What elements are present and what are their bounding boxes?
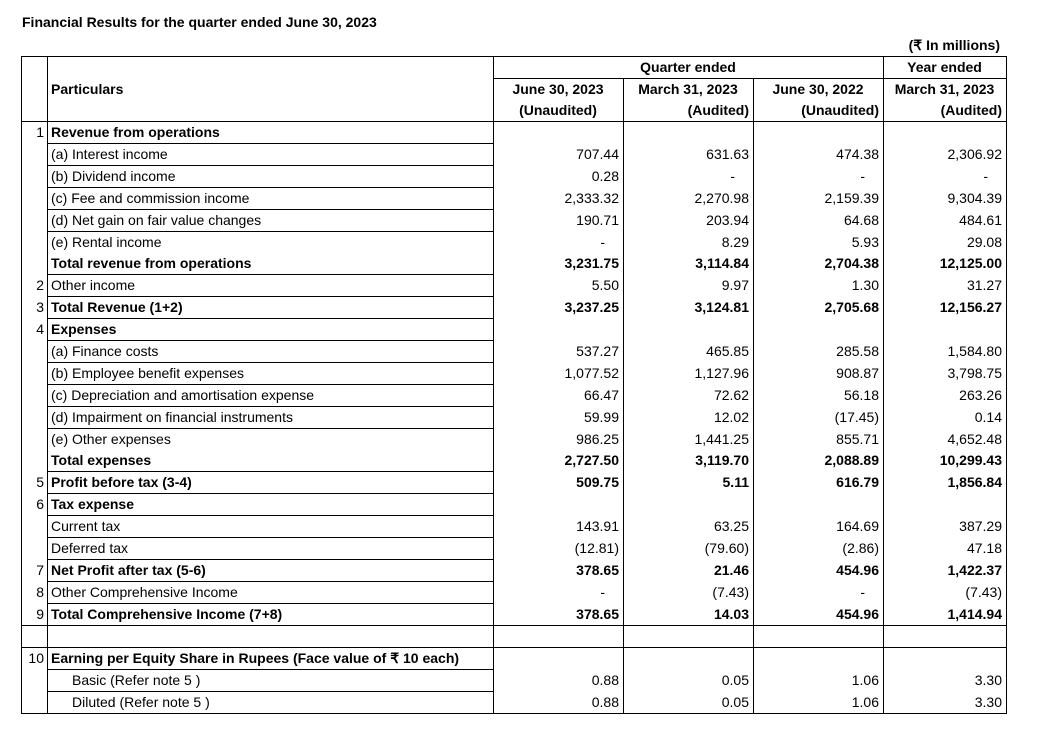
value-cell: -	[884, 166, 1007, 188]
row-number	[22, 210, 48, 232]
value-cell: 64.68	[754, 210, 884, 232]
value-cell: 66.47	[494, 385, 624, 407]
row-number: 6	[22, 494, 48, 516]
col-status-1: (Unaudited)	[494, 100, 624, 122]
row-label: (e) Other expenses	[48, 429, 494, 451]
table-row	[22, 450, 1007, 472]
table-row	[22, 429, 1007, 451]
value-cell	[754, 494, 884, 516]
value-cell: 454.96	[754, 604, 884, 626]
value-cell	[624, 494, 754, 516]
value-cell	[884, 122, 1007, 144]
value-cell	[754, 648, 884, 670]
table-row	[22, 253, 1007, 275]
value-cell: 509.75	[494, 472, 624, 494]
value-cell: 3.30	[884, 670, 1007, 692]
value-cell: 5.93	[754, 232, 884, 254]
value-cell: 474.38	[754, 144, 884, 166]
value-cell: 378.65	[494, 560, 624, 582]
value-cell: 1,856.84	[884, 472, 1007, 494]
value-cell	[624, 122, 754, 144]
value-cell: 0.14	[884, 407, 1007, 429]
table-row	[22, 516, 1007, 538]
value-cell	[754, 122, 884, 144]
value-cell: (2.86)	[754, 538, 884, 560]
row-label: Earning per Equity Share in Rupees (Face value of ₹ 10 each)	[48, 648, 494, 670]
row-label: Profit before tax (3-4)	[48, 472, 494, 494]
col-status-2: (Audited)	[624, 100, 754, 122]
row-label: (b) Dividend income	[48, 166, 494, 188]
value-cell: 1.06	[754, 692, 884, 714]
row-label: (c) Fee and commission income	[48, 188, 494, 210]
value-cell: 707.44	[494, 144, 624, 166]
value-cell: 3,231.75	[494, 253, 624, 275]
value-cell: 12,125.00	[884, 253, 1007, 275]
value-cell	[494, 494, 624, 516]
row-label: (e) Rental income	[48, 232, 494, 254]
row-number	[22, 166, 48, 188]
row-label: Total revenue from operations	[48, 253, 494, 275]
table-row	[22, 166, 1007, 188]
row-label: (d) Impairment on financial instruments	[48, 407, 494, 429]
row-label: Total expenses	[48, 450, 494, 472]
value-cell: 4,652.48	[884, 429, 1007, 451]
value-cell: 2,705.68	[754, 297, 884, 319]
value-cell: 1,077.52	[494, 363, 624, 385]
value-cell: 2,270.98	[624, 188, 754, 210]
value-cell: (7.43)	[624, 582, 754, 604]
value-cell: 143.91	[494, 516, 624, 538]
row-label: Current tax	[48, 516, 494, 538]
value-cell: 2,306.92	[884, 144, 1007, 166]
table-row	[22, 144, 1007, 166]
value-cell: 12,156.27	[884, 297, 1007, 319]
value-cell: 164.69	[754, 516, 884, 538]
value-cell: 3,119.70	[624, 450, 754, 472]
row-number: 2	[22, 275, 48, 297]
value-cell: 12.02	[624, 407, 754, 429]
row-number	[22, 407, 48, 429]
value-cell: 63.25	[624, 516, 754, 538]
value-cell: 2,704.38	[754, 253, 884, 275]
row-label: Net Profit after tax (5-6)	[48, 560, 494, 582]
row-label: Other Comprehensive Income	[48, 582, 494, 604]
value-cell: 3,114.84	[624, 253, 754, 275]
value-cell: 454.96	[754, 560, 884, 582]
unit-note: (₹ In millions)	[908, 37, 1000, 53]
value-cell: -	[624, 166, 754, 188]
value-cell	[884, 648, 1007, 670]
value-cell	[624, 319, 754, 341]
col-date-1: June 30, 2023	[494, 79, 624, 101]
table-row	[22, 363, 1007, 385]
value-cell: 465.85	[624, 341, 754, 363]
row-label: (c) Depreciation and amortisation expense	[48, 385, 494, 407]
page-title: Financial Results for the quarter ended June 30, 2023	[22, 14, 377, 30]
value-cell: 537.27	[494, 341, 624, 363]
value-cell: 3,798.75	[884, 363, 1007, 385]
value-cell: 8.29	[624, 232, 754, 254]
row-label: Expenses	[48, 319, 494, 341]
row-number	[22, 188, 48, 210]
row-number	[22, 363, 48, 385]
row-number: 5	[22, 472, 48, 494]
col-status-3: (Unaudited)	[754, 100, 884, 122]
row-label: Total Revenue (1+2)	[48, 297, 494, 319]
value-cell: 0.88	[494, 692, 624, 714]
value-cell: 3,237.25	[494, 297, 624, 319]
row-number: 7	[22, 560, 48, 582]
value-cell	[884, 319, 1007, 341]
table-row	[22, 648, 1007, 670]
row-label: Other income	[48, 275, 494, 297]
value-cell: 908.87	[754, 363, 884, 385]
table-row	[22, 494, 1007, 516]
value-cell: 2,088.89	[754, 450, 884, 472]
header-row-1	[22, 57, 1007, 79]
value-cell: 387.29	[884, 516, 1007, 538]
value-cell: (7.43)	[884, 582, 1007, 604]
row-number: 8	[22, 582, 48, 604]
row-number	[22, 144, 48, 166]
table-row	[22, 407, 1007, 429]
value-cell: 14.03	[624, 604, 754, 626]
table-row	[22, 319, 1007, 341]
value-cell: -	[494, 232, 624, 254]
row-label: Tax expense	[48, 494, 494, 516]
row-number	[22, 232, 48, 254]
row-label: Diluted (Refer note 5 )	[48, 692, 494, 714]
table-row	[22, 385, 1007, 407]
value-cell: 1,414.94	[884, 604, 1007, 626]
row-number: 1	[22, 122, 48, 144]
value-cell: 10,299.43	[884, 450, 1007, 472]
value-cell	[494, 122, 624, 144]
particulars-heading: Particulars	[48, 79, 494, 101]
row-label: (b) Employee benefit expenses	[48, 363, 494, 385]
value-cell: 72.62	[624, 385, 754, 407]
quarter-ended-heading: Quarter ended	[624, 57, 754, 79]
value-cell: -	[494, 582, 624, 604]
row-number: 4	[22, 319, 48, 341]
value-cell: 59.99	[494, 407, 624, 429]
value-cell	[884, 494, 1007, 516]
value-cell: 9.97	[624, 275, 754, 297]
value-cell: 1.30	[754, 275, 884, 297]
table-row	[22, 122, 1007, 144]
row-label: (d) Net gain on fair value changes	[48, 210, 494, 232]
year-ended-heading: Year ended	[884, 57, 1007, 79]
table-row	[22, 188, 1007, 210]
row-number	[22, 670, 48, 692]
row-label: Deferred tax	[48, 538, 494, 560]
table-row	[22, 297, 1007, 319]
value-cell: (12.81)	[494, 538, 624, 560]
value-cell: 2,333.32	[494, 188, 624, 210]
value-cell	[494, 648, 624, 670]
row-label: Basic (Refer note 5 )	[48, 670, 494, 692]
row-number	[22, 429, 48, 451]
value-cell: 21.46	[624, 560, 754, 582]
row-number	[22, 692, 48, 714]
table-row	[22, 275, 1007, 297]
table-row	[22, 232, 1007, 254]
value-cell: 3,124.81	[624, 297, 754, 319]
value-cell: 47.18	[884, 538, 1007, 560]
value-cell	[624, 648, 754, 670]
row-number	[22, 385, 48, 407]
value-cell: 29.08	[884, 232, 1007, 254]
spacer-row	[22, 626, 1007, 648]
value-cell: 1,584.80	[884, 341, 1007, 363]
col-date-3: June 30, 2022	[754, 79, 884, 101]
table-row	[22, 472, 1007, 494]
row-label: (a) Interest income	[48, 144, 494, 166]
value-cell: 0.88	[494, 670, 624, 692]
header-row-2	[22, 79, 1007, 101]
value-cell: (79.60)	[624, 538, 754, 560]
value-cell: 263.26	[884, 385, 1007, 407]
financial-results-table	[21, 56, 1007, 714]
value-cell: 0.05	[624, 670, 754, 692]
value-cell: 0.05	[624, 692, 754, 714]
value-cell	[754, 319, 884, 341]
row-label: Revenue from operations	[48, 122, 494, 144]
value-cell: 203.94	[624, 210, 754, 232]
table-row	[22, 604, 1007, 626]
value-cell: 285.58	[754, 341, 884, 363]
row-label: Total Comprehensive Income (7+8)	[48, 604, 494, 626]
row-label: (a) Finance costs	[48, 341, 494, 363]
col-date-2: March 31, 2023	[624, 79, 754, 101]
row-number	[22, 450, 48, 472]
value-cell: (17.45)	[754, 407, 884, 429]
table-row	[22, 582, 1007, 604]
row-number	[22, 341, 48, 363]
row-number	[22, 253, 48, 275]
col-date-4: March 31, 2023	[884, 79, 1007, 101]
value-cell: 1.06	[754, 670, 884, 692]
value-cell: 5.11	[624, 472, 754, 494]
value-cell: 631.63	[624, 144, 754, 166]
table-row	[22, 670, 1007, 692]
col-status-4: (Audited)	[884, 100, 1007, 122]
value-cell: 378.65	[494, 604, 624, 626]
row-number	[22, 516, 48, 538]
value-cell: 986.25	[494, 429, 624, 451]
value-cell: -	[754, 166, 884, 188]
table-row	[22, 341, 1007, 363]
row-number: 10	[22, 648, 48, 670]
value-cell: 616.79	[754, 472, 884, 494]
header-row-3	[22, 100, 1007, 122]
value-cell: 1,422.37	[884, 560, 1007, 582]
value-cell: 190.71	[494, 210, 624, 232]
value-cell: 2,727.50	[494, 450, 624, 472]
value-cell: 3.30	[884, 692, 1007, 714]
table-row	[22, 210, 1007, 232]
row-number	[22, 538, 48, 560]
value-cell: 1,441.25	[624, 429, 754, 451]
value-cell: 31.27	[884, 275, 1007, 297]
table-row	[22, 538, 1007, 560]
row-number: 9	[22, 604, 48, 626]
value-cell: 1,127.96	[624, 363, 754, 385]
value-cell: 9,304.39	[884, 188, 1007, 210]
value-cell: 2,159.39	[754, 188, 884, 210]
value-cell: 5.50	[494, 275, 624, 297]
value-cell: 484.61	[884, 210, 1007, 232]
row-number: 3	[22, 297, 48, 319]
value-cell: -	[754, 582, 884, 604]
value-cell: 0.28	[494, 166, 624, 188]
table-row	[22, 692, 1007, 714]
value-cell: 56.18	[754, 385, 884, 407]
table-row	[22, 560, 1007, 582]
value-cell: 855.71	[754, 429, 884, 451]
value-cell	[494, 319, 624, 341]
